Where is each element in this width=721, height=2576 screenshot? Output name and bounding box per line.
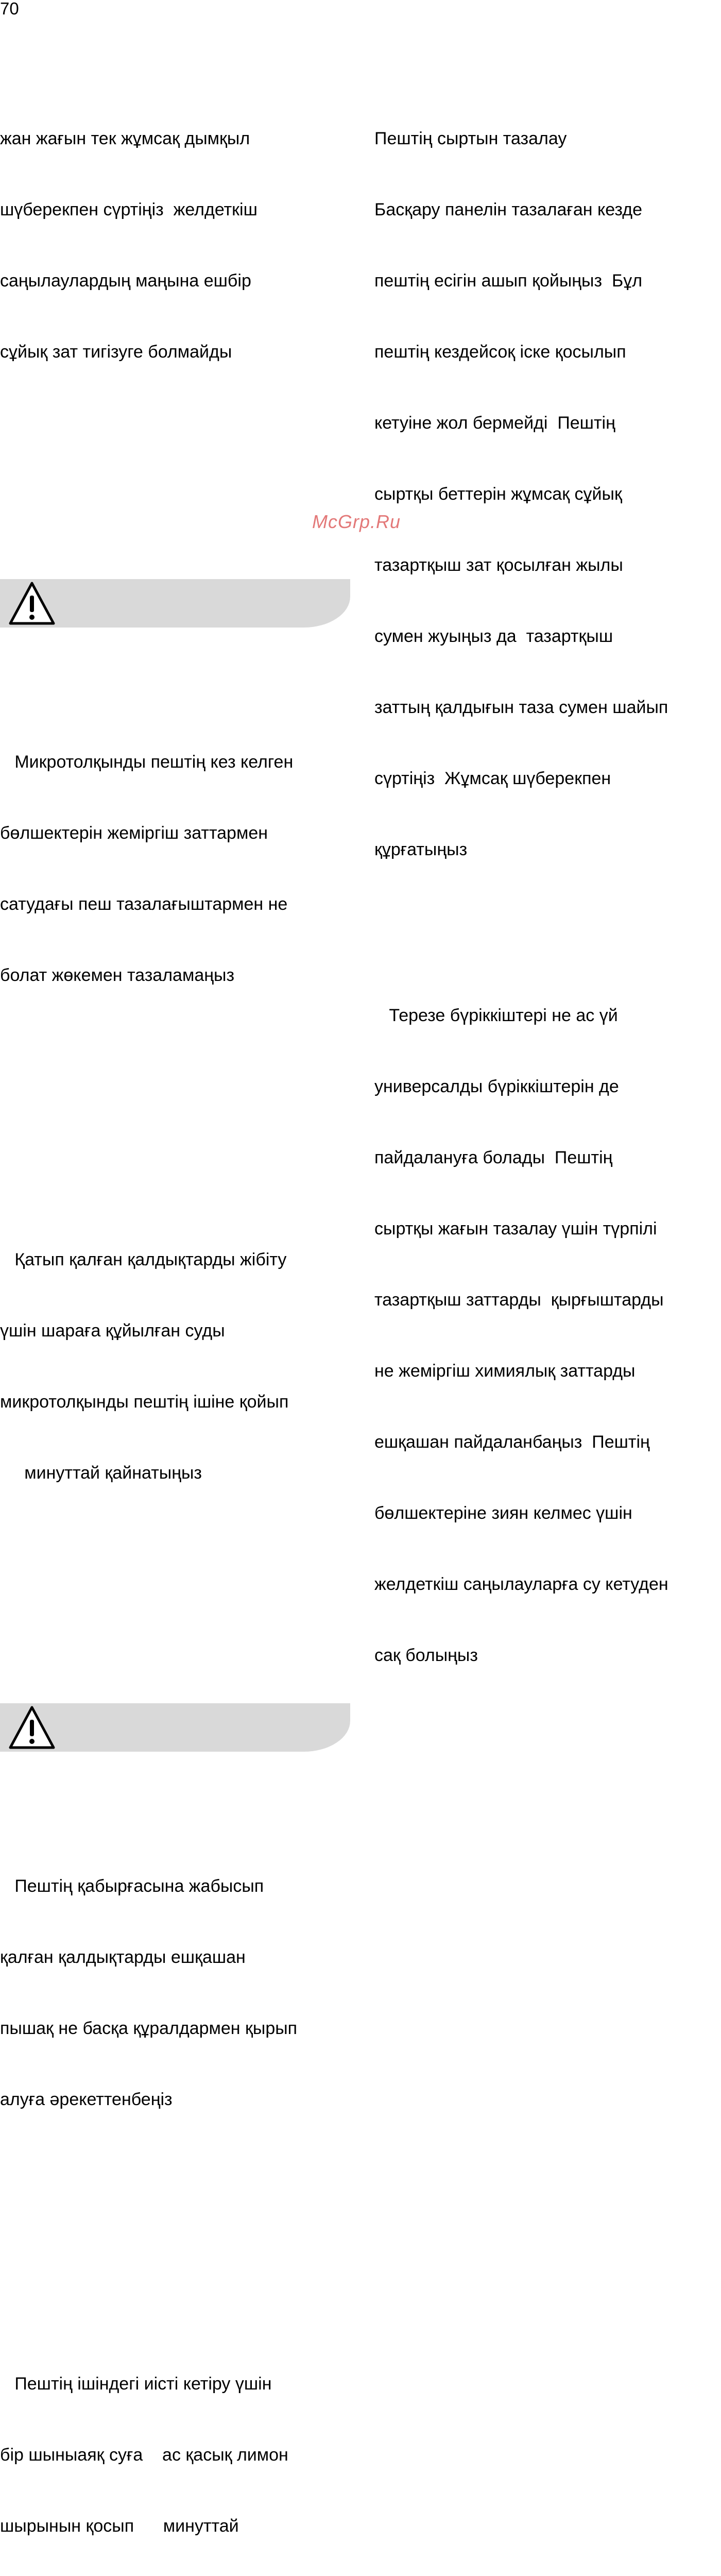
spacer: [0, 482, 355, 503]
text-line: алуға әрекеттенбеңіз: [0, 2090, 173, 2109]
text-line: сұйық зат тигізуге болмайды: [0, 342, 232, 362]
warning-triangle-icon: [7, 580, 57, 628]
text-line: жан жағын тек жұмсақ дымқыл: [0, 129, 250, 148]
right-column: [374, 32, 720, 1738]
spacer: [0, 1106, 355, 1129]
text-line: универсалды бүріккіштерін де: [374, 1077, 619, 1096]
text-line: саңылаулардың маңына ешбір: [0, 271, 251, 291]
text-line: Микротолқынды пештің кез келген: [0, 752, 294, 772]
warning-paragraph: [0, 1827, 355, 2159]
text-line: сыртқы жағын тазалау үшін түрпілі: [374, 1219, 657, 1239]
warning-band: [0, 576, 350, 628]
text-line: тазартқыш заттарды қырғыштарды: [374, 1290, 664, 1310]
watermark: McGrp.Ru: [312, 511, 401, 532]
text-line: сыртқы беттерін жұмсақ сұйық: [374, 484, 622, 504]
text-line: сүртіңіз Жұмсақ шүберекпен: [374, 769, 611, 788]
warning-triangle-icon: [7, 1704, 57, 1752]
text-line: Терезе бүріккіштері не ас үй: [374, 1006, 618, 1025]
text-line: заттың қалдығын таза сумен шайып: [374, 698, 668, 717]
sprays-paragraph: [374, 956, 720, 1715]
text-line: сақ болыңыз: [374, 1646, 478, 1665]
text-line: құрғатыңыз: [374, 840, 468, 859]
text-line: шырынын қосып минуттай: [0, 2516, 239, 2536]
text-line: болат жөкемен тазаламаңыз: [0, 965, 235, 985]
text-line: Қатып қалған қалдықтарды жібіту: [0, 1250, 287, 1269]
text-line: микротолқынды пештің ішіне қойып: [0, 1392, 289, 1412]
text-line: пышақ не басқа құралдармен қырып: [0, 2019, 298, 2038]
text-line: Басқару панелін тазалаған кезде: [374, 200, 642, 219]
page-number: 70: [0, 0, 19, 18]
text-line: үшін шараға құйылған суды: [0, 1321, 225, 1341]
text-line: Пештің ішіндегі иісті кетіру үшін: [0, 2374, 272, 2394]
text-line: бөлшектеріне зиян келмес үшін: [374, 1503, 632, 1523]
text-line: шүберекпен сүртіңіз желдеткіш: [0, 200, 258, 219]
intro-paragraph: [0, 79, 355, 411]
text-line: желдеткіш саңылауларға су кетуден: [374, 1574, 668, 1594]
text-line: пештің кездейсоқ іске қосылып: [374, 342, 626, 362]
warning-paragraph: [0, 703, 355, 1035]
text-line: кетуіне жол бермейді Пештің: [374, 413, 615, 433]
text-line: бір шыныаяқ суға ас қасық лимон: [0, 2445, 288, 2465]
text-line: не жемiргiш химиялық заттарды: [374, 1361, 636, 1381]
text-line: ешқашан пайдаланбаңыз Пештің: [374, 1432, 650, 1452]
text-line: минуттай қайнатыңыз: [0, 1463, 202, 1483]
text-line: бөлшектерін жемiргiш заттармен: [0, 823, 268, 843]
spacer: [0, 1603, 355, 1627]
left-column: [0, 32, 355, 2576]
text-line: тазартқыш зат қосылған жылы: [374, 555, 623, 575]
text-line: қалған қалдықтарды ешқашан: [0, 1947, 246, 1967]
odor-paragraph: [0, 2325, 355, 2576]
text-line: Пештің қабырғасына жабысып: [0, 1876, 264, 1896]
section-heading: Пештің сыртын тазалау: [374, 129, 567, 148]
text-line: пайдалануға болады Пештің: [374, 1148, 613, 1167]
text-line: сумен жуыңыз да тазартқыш: [374, 626, 613, 646]
exterior-cleaning-section: [374, 79, 720, 909]
text-line: сатудағы пеш тазалағыштармен не: [0, 894, 288, 914]
spacer: [0, 2230, 355, 2253]
softening-paragraph: [0, 1200, 355, 1532]
text-line: пештің есігін ашып қойыңыз Бұл: [374, 271, 643, 291]
warning-band: [0, 1700, 350, 1752]
